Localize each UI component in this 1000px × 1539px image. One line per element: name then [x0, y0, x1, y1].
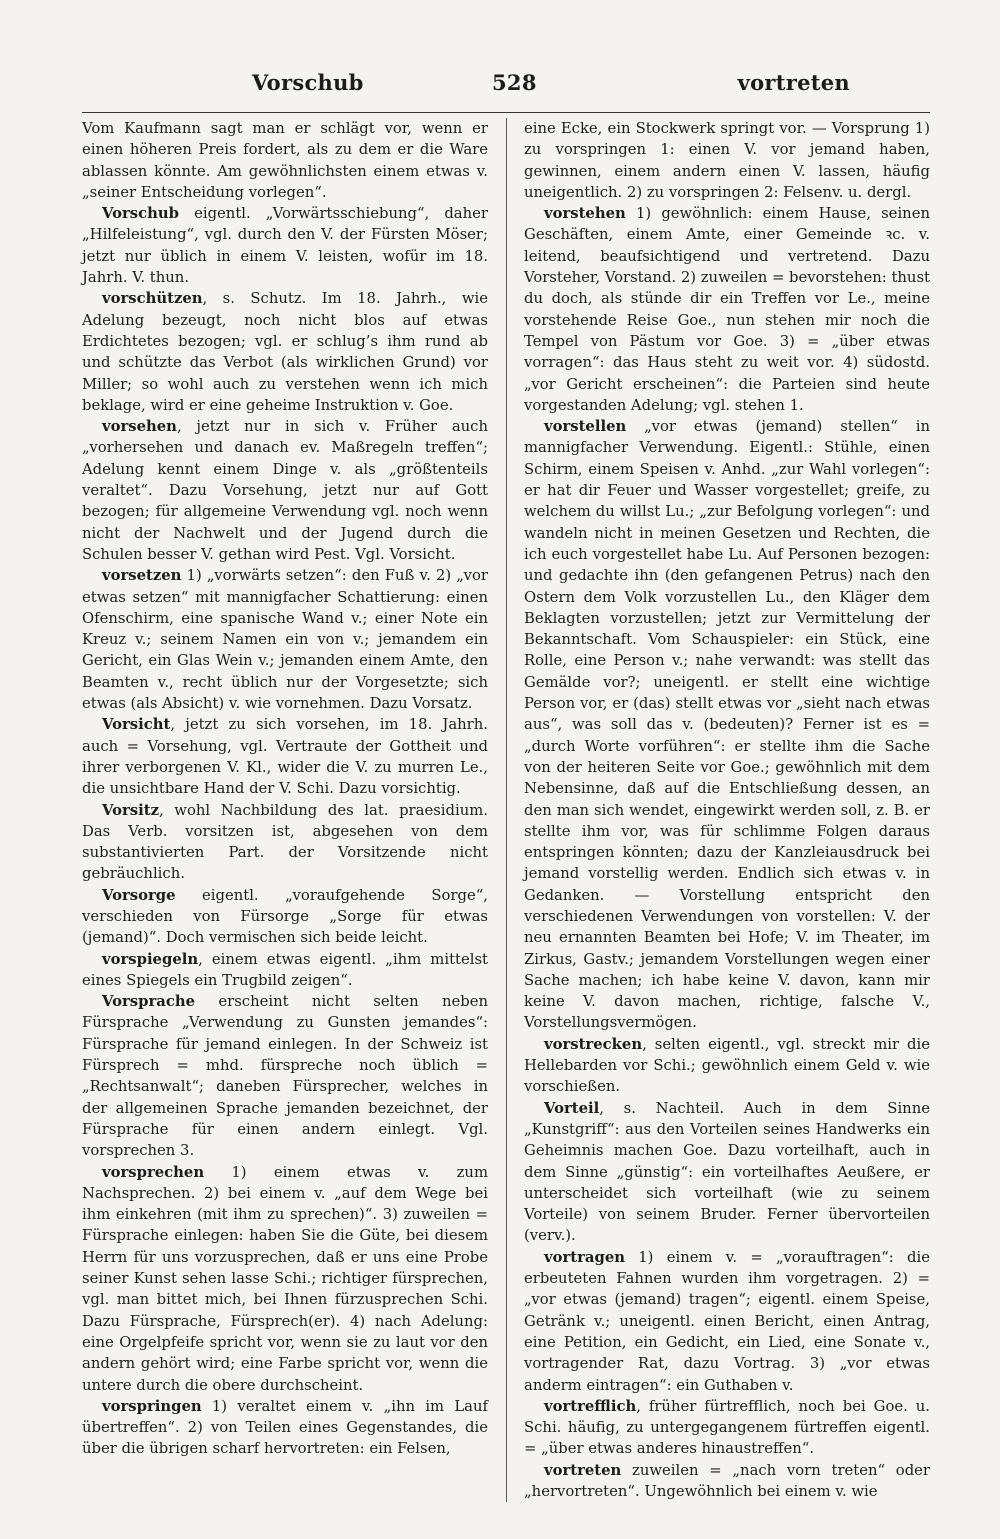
entry-headword: Vorsitz [102, 801, 159, 819]
dictionary-entry [82, 288, 488, 416]
entry-text: erscheint nicht selten neben Fürsprache „Verwendung zu Gunsten jemandes“: Fürsprache für jemand einlegen. In der Schweiz ist Fürsprech = mhd. fürspreche noch üblich = „Rechtsanwalt“; daneben Fürsprecher, welches in der allgemeinen Sprache jemanden bezeichnet, der Fürsprache für einen andern einlegt. Vgl. vorsprechen 3. [82, 993, 488, 1160]
page-header [82, 70, 930, 110]
entry-text: , s. Nachteil. Auch in dem Sinne „Kunstgriff“: aus den Vorteilen seines Handwerks ein Geheimnis machen Goe. Dazu vorteilhaft, auch in dem Sinne „günstig“: ein vorteilhaftes Aeußere, er unterscheidet sich vorteilhaft (wie zu seinem Vorteile) von seinem Bruder. Ferner übervorteilen (verv.). [524, 1099, 930, 1245]
entry-text: eine Ecke, ein Stockwerk springt vor. — Vorsprung 1) zu vorspringen 1: einen V. vor jemand haben, gewinnen, einem andern einen V. lassen, häufig uneigentlich. 2) zu vorspringen 2: Felsenv. u. dergl. [524, 120, 930, 201]
entry-headword: vorstellen [544, 418, 627, 436]
entry-headword: vorspringen [102, 1397, 202, 1415]
page-number: 528 [492, 70, 537, 95]
dictionary-entry [82, 565, 488, 714]
entry-text: eigentl. „Vorwärtsschiebung“, daher „Hilfeleistung“, vgl. durch den V. der Fürsten Möser; jetzt nur üblich in einem V. leisten, wofür im 18. Jahrh. V. thun. [82, 205, 488, 287]
entry-headword: vortragen [544, 1248, 625, 1266]
entry-text: 1) einem v. = „vorauftragen“: die erbeuteten Fahnen wurden ihm vorgetragen. 2) = „vor etwas (jemand) tragen“; eigentl. einem Speise, Getränk v.; uneigentl. einen Bericht, einen Antrag, eine Petition, ein Gedicht, ein Lied, eine Sonate v., vortragender Rat, dazu Vortrag. 3) „vor etwas anderm eintragen“: ein Guthaben v. [524, 1248, 930, 1394]
entry-headword: vorschützen [102, 290, 203, 308]
entry-text: 1) einem etwas v. zum Nachsprechen. 2) bei einem v. „auf dem Wege bei ihm einkehren (mit ihm zu sprechen)“. 3) zuweilen = Fürsprache einlegen: haben Sie die Güte, bei diesem Herrn für uns vorzusprechen, daß er uns eine Probe seiner Kunst sehen lasse Schi.; richtiger fürsprechen, vgl. man bittet mich, bei Ihnen fürzusprechen Schi. Dazu Fürsprache, Fürsprech(er). 4) nach Adelung: eine Orgelpfeife spricht vor, wenn sie zu laut vor den andern gehört wird; eine Farbe spricht vor, wenn die untere durch die obere durchscheint. [82, 1163, 488, 1394]
dictionary-entry [82, 416, 488, 565]
header-rule [82, 112, 930, 113]
entry-headword: vortreten [544, 1461, 622, 1479]
entry-text: 1) gewöhnlich: einem Hause, seinen Geschäften, einem Amte, einer Gemeinde ꝛc. v. leitend, beaufsichtigend und vertretend. Dazu Vorsteher, Vorstand. 2) zuweilen = bevorstehen: thust du doch, als stünde dir ein Treffen vor Le., meine vorstehende Reise Goe., nun stehen mir noch die Tempel von Pästum vor Goe. 3) = „über etwas vorragen“: das Haus steht zu weit vor. 4) südostd. „vor Gericht erscheinen“: die Parteien sind heute vorgestanden Adelung; vgl. stehen 1. [524, 205, 930, 414]
entry-text: , selten eigentl., vgl. streckt mir die Hellebarden vor Schi.; gewöhnlich einem Geld v. wie vorschießen. [524, 1035, 930, 1096]
entry-headword: vorstehen [544, 205, 626, 223]
entry-headword: vorsprechen [102, 1163, 205, 1181]
dictionary-entry [524, 1098, 930, 1247]
entry-headword: Vorsicht [102, 716, 171, 734]
text-columns [82, 118, 930, 1502]
column-divider [506, 118, 507, 1502]
left-column [82, 118, 488, 1502]
right-column [524, 118, 930, 1502]
dictionary-entry [82, 118, 488, 203]
entry-headword: vorsehen [102, 418, 177, 436]
entry-headword: vorsetzen [102, 567, 182, 585]
dictionary-entry [524, 203, 930, 416]
entry-text: Vom Kaufmann sagt man er schlägt vor, wenn er einen höheren Preis fordert, als zu dem er die Ware ablassen könnte. Am gewöhnlichsten einem etwas v. „seiner Entscheidung vorlegen“. [82, 120, 488, 201]
entry-text: zuweilen = „nach vorn treten“ oder „hervortreten“. Ungewöhnlich bei einem v. wie [524, 1461, 930, 1500]
dictionary-entry [82, 203, 488, 288]
entry-text: , jetzt zu sich vorsehen, im 18. Jahrh. auch = Vorsehung, vgl. Vertraute der Gottheit und ihrer verborgenen V. Kl., wider die V. zu murren Le., die unsichtbare Hand der V. Schi. Dazu vorsichtig. [82, 716, 488, 798]
entry-text: , jetzt nur in sich v. Früher auch „vorhersehen und danach ev. Maßregeln treffen“; Adelung kennt einem Dinge v. als „größtenteils veraltet“. Dazu Vorsehung, jetzt nur auf Gott bezogen; für allgemeine Verwendung vgl. noch wenn nicht der Nachwelt und der Jugend durch die Schulen besser V. gethan wird Pest. Vgl. Vorsicht. [82, 418, 488, 563]
dictionary-entry [82, 885, 488, 949]
dictionary-entry [524, 1460, 930, 1503]
dictionary-entry [82, 949, 488, 992]
entry-headword: Vorschub [102, 205, 179, 223]
dictionary-entry [524, 118, 930, 203]
header-left-keyword: Vorschub [252, 70, 364, 95]
entry-headword: Vorsorge [102, 886, 176, 904]
dictionary-entry [524, 1034, 930, 1098]
entry-text: 1) „vorwärts setzen“: den Fuß v. 2) „vor etwas setzen“ mit mannigfacher Schattierung: einen Ofenschirm, eine spanische Wand v.; einer Note ein Kreuz v.; seinem Namen ein von v.; jemandem ein Gericht, ein Glas Wein v.; jemanden einem Amte, den Beamten v., recht üblich nur der Vorgesetzte; sich etwas (als Absicht) v. wie vornehmen. Dazu Vorsatz. [82, 567, 488, 713]
entry-headword: vorspiegeln [102, 950, 199, 968]
entry-headword: vortrefflich [544, 1397, 637, 1415]
dictionary-entry [82, 1162, 488, 1396]
entry-text: , einem etwas eigentl. „ihm mittelst eines Spiegels ein Trugbild zeigen“. [82, 950, 488, 989]
entry-text: eigentl. „voraufgehende Sorge“, verschieden von Fürsorge „Sorge für etwas (jemand)“. Doch vermischen sich beide leicht. [82, 886, 488, 947]
header-right-keyword: vortreten [737, 70, 850, 95]
entry-text: , s. Schutz. Im 18. Jahrh., wie Adelung bezeugt, noch nicht blos auf etwas Erdichtetes bezogen; vgl. er schlug’s ihm rund ab und schützte das Verbot (als wirklichen Grund) vor Miller; so wohl auch zu verstehen wenn ich mich beklage, wird er eine geheime Instruktion v. Goe. [82, 290, 488, 414]
entry-text: „vor etwas (jemand) stellen“ in mannigfacher Verwendung. Eigentl.: Stühle, einen Schirm, einem Speisen v. Anhd. „zur Wahl vorlegen“: er hat dir Feuer und Wasser vorgestellet; greife, zu welchem du willst Lu.; „zur Befolgung vorlegen“: und wandeln nicht in meinen Gesetzen und Rechten, die ich euch vorgestellet habe Lu. Auf Personen bezogen: und gedachte ihn (den gefangenen Petrus) nach den Ostern dem Volk vorzustellen Lu., den Kläger dem Beklagten vorzustellen; jetzt zur Vermittelung der Bekanntschaft. Vom Schauspieler: ein Stück, eine Rolle, eine Person v.; nahe verwandt: was stellt das Gemälde vor?; uneigentl. er stellt eine wichtige Person vor, er (das) stellt etwas vor „sieht nach etwas aus“, was soll das v. (bedeuten)? Ferner ist es = „durch Worte vorführen“: er stellte ihm die Sache von der heiteren Seite vor Goe.; gewöhnlich mit dem Nebensinne, daß auf die Entschließung dessen, an den man sich wendet, eingewirkt werden soll, z. B. er stellte ihm vor, was für schlimme Folgen daraus entspringen könnten; dazu der Kanzleiausdruck bei jemand vorstellig werden. Endlich sich etwas v. in Gedanken. — Vorstellung entspricht den verschiedenen Verwendungen von vorstellen: V. der neu ernannten Beamten bei Hofe; V. im Theater, im Zirkus, Gastv.; jemandem Vorstellungen wegen einer Sache machen; ich habe keine V. davon, kann mir keine V. davon machen, richtige, falsche V., Vorstellungsvermögen. [524, 418, 930, 1032]
entry-text: , wohl Nachbildung des lat. praesidium. Das Verb. vorsitzen ist, abgesehen von dem substantivierten Part. der Vorsitzende nicht gebräuchlich. [82, 801, 488, 883]
dictionary-entry [524, 416, 930, 1034]
dictionary-entry [82, 1396, 488, 1460]
entry-headword: vorstrecken [544, 1035, 643, 1053]
dictionary-entry [82, 714, 488, 799]
dictionary-entry [82, 991, 488, 1161]
entry-headword: Vorsprache [102, 993, 196, 1011]
entry-text: 1) veraltet einem v. „ihn im Lauf übertreffen“. 2) von Teilen eines Gegenstandes, die über die übrigen scharf hervortreten: ein Felsen, [82, 1397, 488, 1458]
entry-text: , früher fürtrefflich, noch bei Goe. u. Schi. häufig, zu untergegangenem fürtreffen eigentl. = „über etwas anderes hinaustreffen“. [524, 1397, 930, 1458]
dictionary-entry [524, 1396, 930, 1460]
dictionary-entry [82, 800, 488, 885]
dictionary-entry [524, 1247, 930, 1396]
entry-headword: Vorteil [544, 1099, 600, 1117]
